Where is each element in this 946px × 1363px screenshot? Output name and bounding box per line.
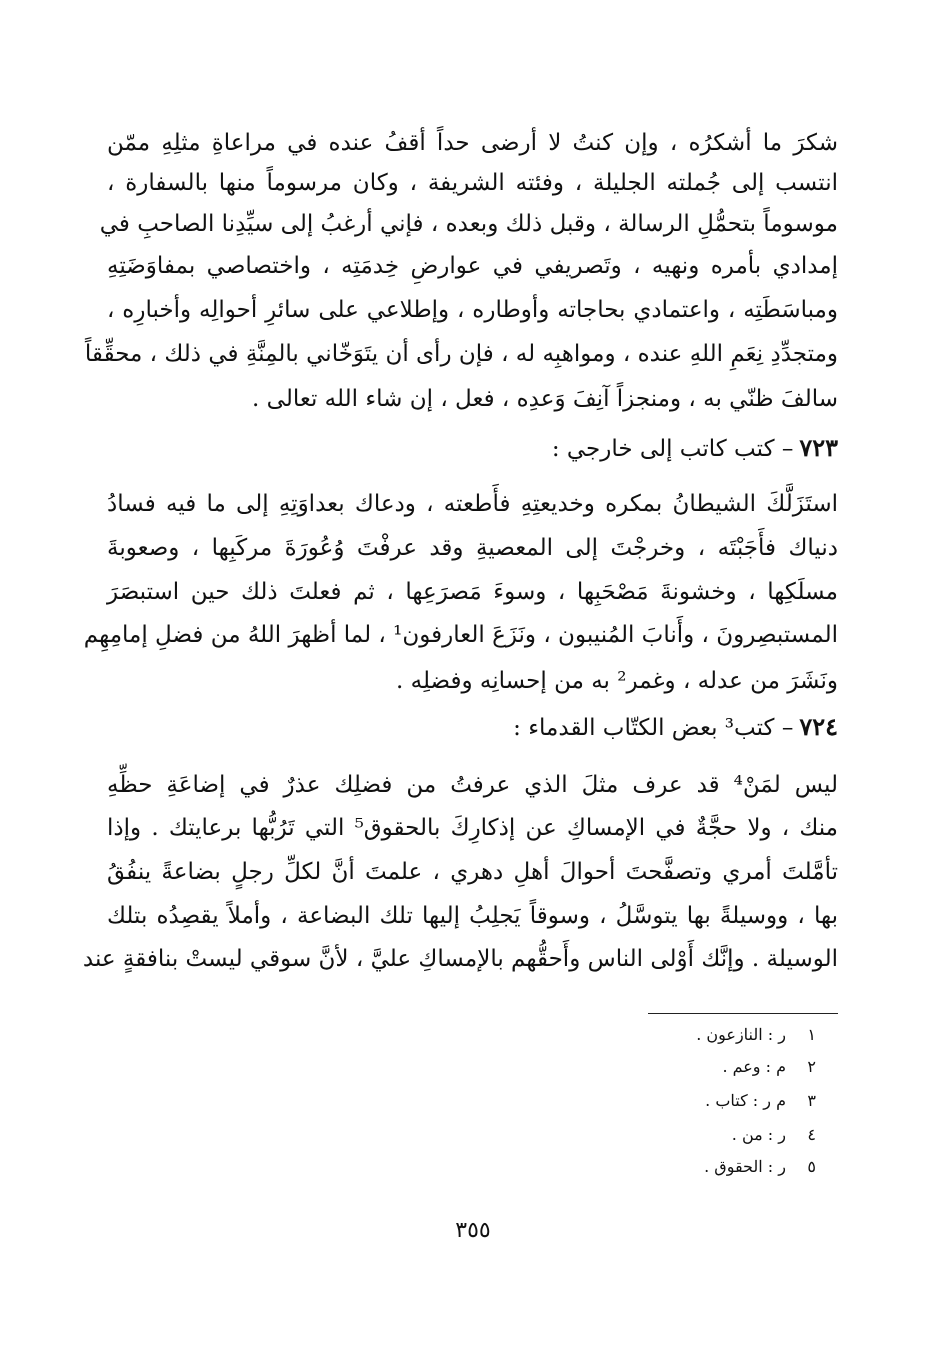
paragraph1-line: إمدادي بأمره ونهيه ، وتَصريفي في عوارضِ خِدمَتِه ، واختصاصي بمفاوَضَتِهِ [107, 253, 838, 279]
entry-number: ٧٢٤ [799, 712, 838, 741]
entry-number: ٧٢٣ [799, 433, 838, 462]
entry-heading-724 [107, 707, 838, 748]
footnote-separator [648, 1013, 838, 1014]
entry-heading-723 [107, 428, 838, 469]
paragraph3-line: بها ، ووسيلةً بها يتوسَّلُ ، وسوقاً يَجلِبُ إليها تلك البضاعة ، وأملاً يقصِدُه بتلك [107, 903, 838, 929]
page-number: ٣٥٥ [455, 1218, 491, 1243]
footnote-text: ر : من . [731, 1125, 786, 1144]
footnote-text: ر : الحقوق . [704, 1157, 786, 1176]
footnote-number: ٢ [807, 1057, 816, 1076]
footnote-text: م : وعم . [722, 1057, 786, 1076]
paragraph1-line: موسوماً بتحمُّلِ الرسالة ، وقبل ذلك وبعده ، فإني أرغبُ إلى سيِّدِنا الصاحبِ في [99, 211, 838, 237]
paragraph2-line: ونَشَرَ من عدله ، وغمر² به من إحسانِه وفضلِه . [395, 668, 838, 694]
footnote [516, 1121, 816, 1148]
paragraph2-line: استَزَلَّكَ الشيطانُ بمكره وخديعتِهِ فأَطعته ، ودعاك بعداوَتِهِ إلى ما فيه فسادُ [107, 491, 838, 517]
paragraph3-line: الوسيلة . وإنَّك أَوْلى الناس وأَحقُّهم بالإمساكِ عليَّ ، لأنَّ سوقي ليستْ بنافقةٍ عند [82, 946, 838, 972]
paragraph1-line: ومتجدِّدِ نِعَمِ اللهِ عنده ، ومواهبِه له ، فإن رأى أن يتَوَخّاني بالمِنَّةِ في ذلك ، محقِّقاً [84, 341, 838, 367]
footnote [516, 1021, 816, 1048]
footnote-text: م ر : كتاب . [705, 1091, 786, 1110]
footnote-number: ٣ [807, 1091, 816, 1110]
paragraph2-line: مسلَكِها ، وخشونةَ مَصْحَبِها ، وسوءَ مَصرَعِها ، ثم فعلتَ ذلك حين استبصَرَ [107, 579, 838, 605]
footnote-text: ر : النازعون . [696, 1025, 786, 1044]
paragraph1-line: شكرَ ما أشكرُه ، وإن كنتُ لا أرضى حداً أقفُ عنده في مراعاةِ مثلِهِ ممّن [107, 130, 838, 156]
footnote [516, 1087, 816, 1114]
paragraph3-line: منك ، ولا حجَّةٌ في الإمساكِ عن إذكارِكَ بالحقوق⁵ التي تَرُبُّها برعايتك . وإذا [107, 815, 838, 841]
paragraph1-line: انتسب إلى جُملته الجليلة ، وفئته الشريفة ، وكان مرسوماً منها بالسفارة ، [107, 170, 838, 196]
footnote-number: ١ [807, 1025, 816, 1044]
paragraph3-line: ليس لمَنْ⁴ قد عرف مثلَ الذي عرفتُ من فضلِك عذرٌ في إضاعَةِ حظِّهِ [107, 772, 838, 798]
footnote [516, 1053, 816, 1080]
footnote-number: ٥ [807, 1157, 816, 1176]
footnote-number: ٤ [807, 1125, 816, 1144]
paragraph2-line: دنياك فأَجَبْتَه ، وخرجْتَ إلى المعصيةِ وقد عرفْتَ وُعُورَةَ مركَبِها ، وصعوبةَ [107, 535, 838, 561]
paragraph3-line: تأمَّلتَ أمري وتصفَّحتَ أحوالَ أهلِ دهري ، علمتَ أنَّ لكلِّ رجلٍ بضاعةً ينفُقُ [107, 859, 838, 885]
entry-title: – كتب³ بعض الكتّاب القدماء : [513, 715, 794, 741]
paragraph1-line: ومباسَطَتِه ، واعتمادي بحاجاته وأوطاره ، وإطلاعي على سائرِ أحوالِه وأخبارِه ، [107, 297, 838, 323]
paragraph2-line: المستبصِرونَ ، وأَنابَ المُنيبون ، ونَزَعَ العارفون¹ ، لما أظهرَ اللهُ من فضلِ إمامِهِم [83, 622, 838, 648]
paragraph1-line: سالفَ ظنّي به ، ومنجزاً آنِفَ وَعدِه ، فعل ، إن شاء الله تعالى . [252, 386, 838, 412]
entry-title: – كتب كاتب إلى خارجي : [551, 436, 794, 462]
footnote [516, 1153, 816, 1180]
